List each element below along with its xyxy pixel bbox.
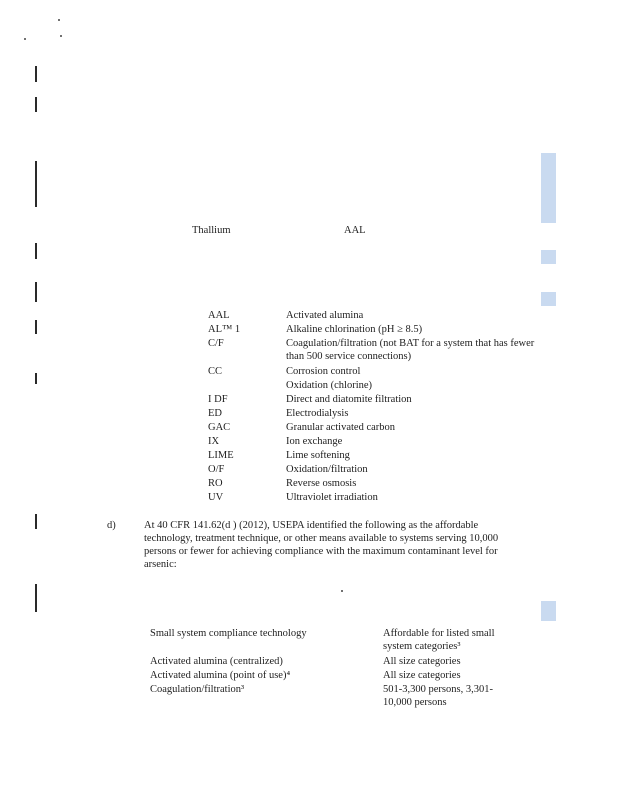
revision-bar xyxy=(35,161,37,207)
abbr-meaning: Ion exchange xyxy=(286,436,343,447)
revision-bar xyxy=(35,514,37,529)
small-table-header-technology: Small system compliance technology xyxy=(150,628,307,639)
small-table-category: All size categories xyxy=(383,670,461,681)
abbr-code: I DF xyxy=(208,394,228,405)
scan-speck xyxy=(58,19,60,21)
section-d-label: d) xyxy=(107,520,116,531)
revision-bar xyxy=(35,282,37,302)
abbr-meaning: Lime softening xyxy=(286,450,350,461)
abbr-code: UV xyxy=(208,492,224,503)
abbr-meaning: Direct and diatomite filtration xyxy=(286,394,412,405)
revision-bar xyxy=(35,243,37,259)
abbr-code: GAC xyxy=(208,422,231,433)
small-table-header-categories: Affordable for listed small system categories³ xyxy=(383,628,495,652)
abbr-code: O/F xyxy=(208,464,225,475)
abbr-code: AL™ 1 xyxy=(208,324,241,335)
revision-bar xyxy=(35,373,37,384)
side-highlight-marker xyxy=(541,250,556,264)
abbr-meaning: Corrosion control xyxy=(286,366,361,377)
small-table-tech: Activated alumina (centralized) xyxy=(150,656,283,667)
section-d-paragraph: At 40 CFR 141.62(d ) (2012), USEPA identified the following as the affordable technology, treatment technique, or other means available to systems serving 10,000 persons or fewer for achieving compliance with the maximum contaminant level for arsenic: xyxy=(144,520,499,570)
side-highlight-marker xyxy=(541,601,556,621)
small-table-tech: Coagulation/filtration³ xyxy=(150,684,245,695)
abbr-meaning: Ultraviolet irradiation xyxy=(286,492,378,503)
abbr-meaning: Coagulation/filtration (not BAT for a system that has fewer than 500 service connections) xyxy=(286,338,535,362)
small-table-category: All size categories xyxy=(383,656,461,667)
abbr-code: CC xyxy=(208,366,223,377)
revision-bar xyxy=(35,320,37,334)
scan-speck xyxy=(24,38,26,40)
abbr-code: C/F xyxy=(208,338,224,349)
small-table-tech: Activated alumina (point of use)⁴ xyxy=(150,670,291,681)
side-highlight-marker xyxy=(541,153,556,223)
abbr-code: LIME xyxy=(208,450,234,461)
abbr-code: AAL xyxy=(208,310,230,321)
abbr-meaning: Electrodialysis xyxy=(286,408,349,419)
revision-bar xyxy=(35,66,37,82)
abbr-meaning: Granular activated carbon xyxy=(286,422,396,433)
abbr-meaning: Activated alumina xyxy=(286,310,364,321)
small-table-category: 501-3,300 persons, 3,301-10,000 persons xyxy=(383,684,493,708)
abbr-code: IX xyxy=(208,436,220,447)
side-highlight-marker xyxy=(541,292,556,306)
technology-aal: AAL xyxy=(344,225,366,236)
scan-speck xyxy=(60,35,62,37)
contaminant-thallium: Thallium xyxy=(192,225,231,236)
abbr-meaning: Oxidation (chlorine) xyxy=(286,380,373,391)
revision-bar xyxy=(35,584,37,612)
revision-bar xyxy=(35,97,37,112)
abbr-code: RO xyxy=(208,478,223,489)
abbr-meaning: Oxidation/filtration xyxy=(286,464,368,475)
abbr-meaning: Reverse osmosis xyxy=(286,478,357,489)
scan-speck xyxy=(341,590,343,592)
abbr-meaning: Alkaline chlorination (pH ≥ 8.5) xyxy=(286,324,423,335)
abbr-code: ED xyxy=(208,408,222,419)
